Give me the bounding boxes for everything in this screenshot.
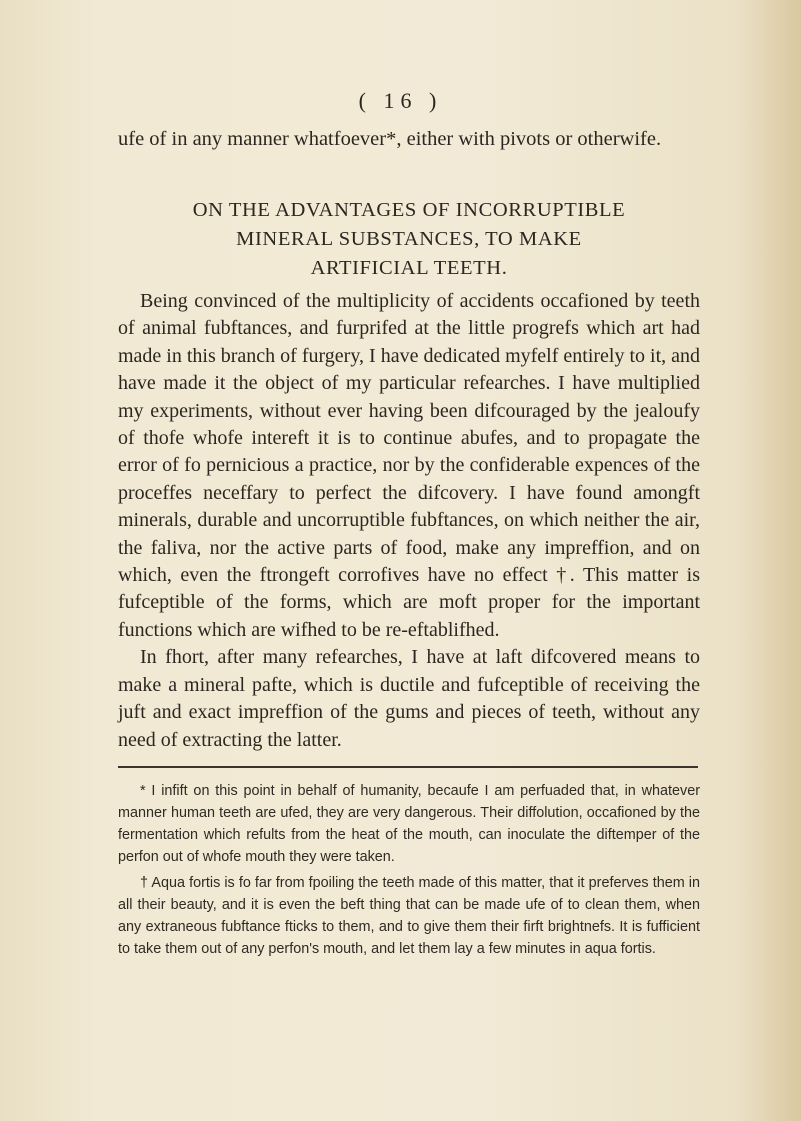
section-heading (118, 196, 700, 283)
intro-text: ufe of in any manner whatfoever*, either with pivots or otherwife. (118, 128, 662, 150)
heading-line-3: ARTIFICIAL TEETH. (310, 257, 508, 279)
heading-line-2: MINERAL SUBSTANCES, TO MAKE (236, 228, 582, 250)
heading-line-1: ON THE ADVANTAGES OF INCORRUPTIBLE (192, 199, 626, 221)
page-number: ( 16 ) (358, 88, 443, 113)
footnote-asterisk: * I infift on this point in behalf of humanity, becaufe I am perfuaded that, in whatever manner human teeth are ufed, they are very dangerous. Their diffolution, occafioned by the fermentation which refults from the heat of the mouth, can inoculate the diftemper of the perfon out of whofe mouth they were taken. (118, 783, 700, 865)
body-text (118, 288, 700, 754)
paragraph: Being convinced of the multiplicity of accidents occafioned by teeth of animal fubftances, and furprifed at the little progrefs which art had made in this branch of furgery, I have dedicated myfelf entirely to it, and have made it the object of my particular refearches. I have multiplied my experiments, without ever having been difcouraged by the jealoufy of thofe whofe intereft it is to continue abufes, and to propagate the error of fo pernicious a practice, nor by the confiderable expences of the proceffes neceffary to perfect the difcovery. I have found amongft minerals, durable and uncorruptible fubftances, on which neither the air, the faliva, nor the active parts of food, make any impreffion, and on which, even the ftrongeft corrofives have no effect †. This matter is fufceptible of the forms, which are moft proper for the important functions which are wifhed to be re-eftablifhed. (118, 290, 701, 641)
footnote-divider (118, 766, 698, 768)
paragraph: In fhort, after many refearches, I have at laft difcovered means to make a mineral pafte, which is ductile and fufceptible of receiving the juft and exact impreffion of the gums and pieces of teeth, without any need of extracting the latter. (118, 646, 700, 751)
footnote-dagger: † Aqua fortis is fo far from fpoiling the teeth made of this matter, that it preferves them in all their beauty, and it is even the beft thing that can be made ufe of to clean them, when any extraneous fubftance fticks to them, and to give them their firft brightnefs. It is fufficient to take them out of any perfon's mouth, and let them lay a few minutes in aqua fortis. (118, 875, 700, 957)
footnotes (118, 780, 700, 964)
